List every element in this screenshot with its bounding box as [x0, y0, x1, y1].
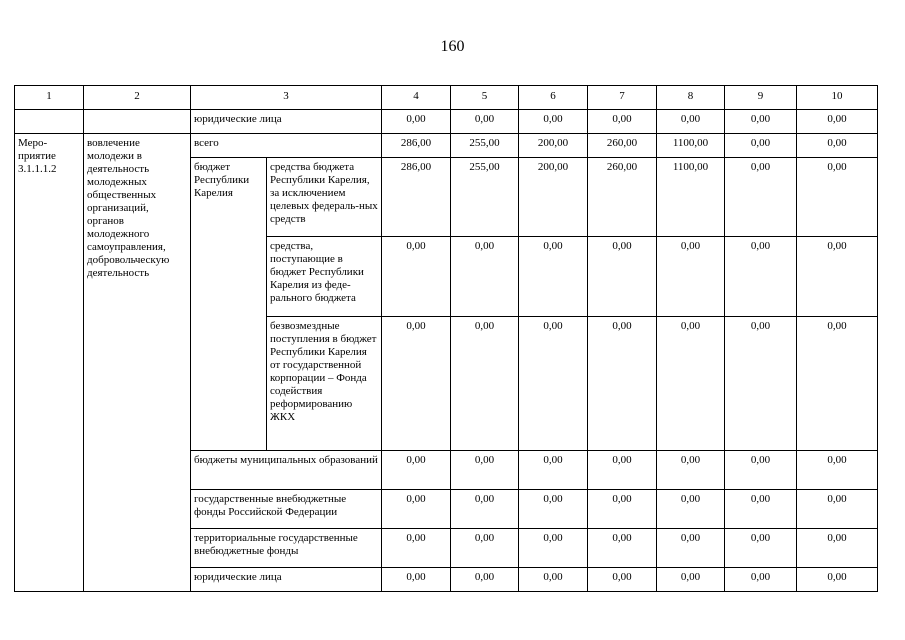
- budget-group-label: бюджет Республики Карелия: [191, 158, 267, 451]
- value-cell: 0,00: [797, 158, 878, 237]
- column-number: 10: [797, 86, 878, 110]
- value-cell: 0,00: [797, 568, 878, 592]
- value-cell: 0,00: [797, 237, 878, 317]
- value-cell: 0,00: [797, 490, 878, 529]
- row-label: бюджеты муниципальных образований: [191, 451, 382, 490]
- table-row: [15, 110, 878, 134]
- value-cell: 0,00: [451, 529, 519, 568]
- value-cell: 0,00: [725, 529, 797, 568]
- value-cell: 0,00: [451, 110, 519, 134]
- value-cell: 0,00: [519, 237, 588, 317]
- value-cell: 0,00: [657, 110, 725, 134]
- row-label: безвозмездные поступления в бюджет Республики Карелия от государственной корпорации – Фонда содействия реформированию ЖКХ: [267, 317, 382, 451]
- row-label: территориальные государственные внебюджетные фонды: [191, 529, 382, 568]
- empty-cell: [84, 110, 191, 134]
- value-cell: 0,00: [519, 451, 588, 490]
- value-cell: 0,00: [588, 317, 657, 451]
- table-row: [15, 134, 878, 158]
- value-cell: 0,00: [519, 110, 588, 134]
- value-cell: 0,00: [797, 529, 878, 568]
- value-cell: 255,00: [451, 134, 519, 158]
- value-cell: 200,00: [519, 134, 588, 158]
- value-cell: 0,00: [725, 317, 797, 451]
- column-number: 2: [84, 86, 191, 110]
- event-description: вовлечение молодежи в деятельность молодежных общественных организаций, органов молодежного самоуправления, добровольческую деятельность: [84, 134, 191, 592]
- value-cell: 260,00: [588, 158, 657, 237]
- value-cell: 0,00: [382, 451, 451, 490]
- value-cell: 0,00: [451, 237, 519, 317]
- value-cell: 260,00: [588, 134, 657, 158]
- value-cell: 255,00: [451, 158, 519, 237]
- value-cell: 0,00: [725, 158, 797, 237]
- value-cell: 200,00: [519, 158, 588, 237]
- value-cell: 0,00: [382, 237, 451, 317]
- column-number: 6: [519, 86, 588, 110]
- value-cell: 0,00: [519, 529, 588, 568]
- value-cell: 0,00: [451, 317, 519, 451]
- value-cell: 0,00: [657, 529, 725, 568]
- value-cell: 286,00: [382, 158, 451, 237]
- row-label: юридические лица: [191, 568, 382, 592]
- empty-cell: [15, 110, 84, 134]
- value-cell: 0,00: [657, 317, 725, 451]
- value-cell: 1100,00: [657, 158, 725, 237]
- value-cell: 0,00: [725, 237, 797, 317]
- value-cell: 0,00: [451, 490, 519, 529]
- budget-table: [14, 85, 878, 592]
- column-number: 8: [657, 86, 725, 110]
- value-cell: 0,00: [797, 451, 878, 490]
- column-number-row: [15, 86, 878, 110]
- column-number: 3: [191, 86, 382, 110]
- value-cell: 0,00: [797, 110, 878, 134]
- value-cell: 0,00: [588, 110, 657, 134]
- value-cell: 0,00: [797, 317, 878, 451]
- value-cell: 0,00: [725, 110, 797, 134]
- value-cell: 0,00: [588, 451, 657, 490]
- row-label: государственные внебюджетные фонды Российской Федерации: [191, 490, 382, 529]
- column-number: 7: [588, 86, 657, 110]
- value-cell: 0,00: [725, 568, 797, 592]
- column-number: 5: [451, 86, 519, 110]
- event-code: Меро-приятие 3.1.1.1.2: [15, 134, 84, 592]
- value-cell: 0,00: [588, 568, 657, 592]
- value-cell: 1100,00: [657, 134, 725, 158]
- value-cell: 0,00: [382, 490, 451, 529]
- value-cell: 0,00: [451, 451, 519, 490]
- value-cell: 0,00: [657, 490, 725, 529]
- value-cell: 0,00: [725, 490, 797, 529]
- page-number: 160: [440, 38, 465, 55]
- value-cell: 0,00: [588, 237, 657, 317]
- value-cell: 0,00: [797, 134, 878, 158]
- value-cell: 0,00: [519, 568, 588, 592]
- row-label: средства, поступающие в бюджет Республики Карелия из феде-рального бюджета: [267, 237, 382, 317]
- value-cell: 0,00: [725, 451, 797, 490]
- value-cell: 0,00: [657, 237, 725, 317]
- value-cell: 0,00: [588, 490, 657, 529]
- value-cell: 0,00: [382, 110, 451, 134]
- value-cell: 0,00: [519, 317, 588, 451]
- value-cell: 0,00: [657, 568, 725, 592]
- value-cell: 0,00: [657, 451, 725, 490]
- column-number: 1: [15, 86, 84, 110]
- row-label: юридические лица: [191, 110, 382, 134]
- value-cell: 0,00: [451, 568, 519, 592]
- value-cell: 0,00: [519, 490, 588, 529]
- column-number: 4: [382, 86, 451, 110]
- value-cell: 286,00: [382, 134, 451, 158]
- row-label: средства бюджета Республики Карелия, за исключением целевых федераль-ных средств: [267, 158, 382, 237]
- value-cell: 0,00: [382, 317, 451, 451]
- value-cell: 0,00: [588, 529, 657, 568]
- value-cell: 0,00: [725, 134, 797, 158]
- value-cell: 0,00: [382, 568, 451, 592]
- row-label: всего: [191, 134, 382, 158]
- value-cell: 0,00: [382, 529, 451, 568]
- column-number: 9: [725, 86, 797, 110]
